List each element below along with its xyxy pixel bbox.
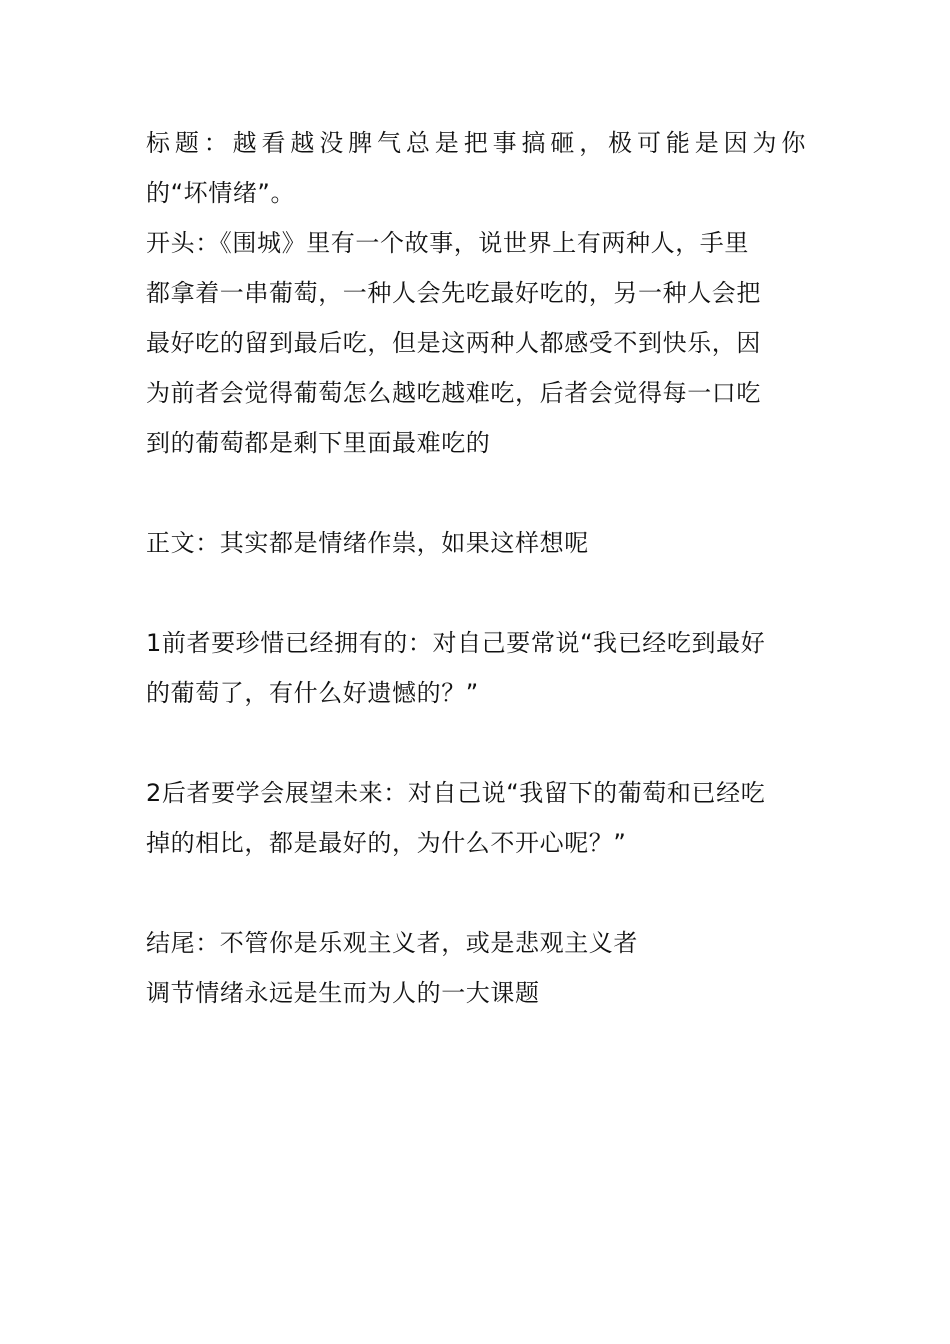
paragraph-gap: [146, 568, 806, 618]
point-2-line-1: 2后者要学会展望未来：对自己说“我留下的葡萄和已经吃: [146, 779, 766, 807]
point-2-line-2: 掉的相比，都是最好的，为什么不开心呢？”: [146, 829, 627, 857]
point-1-line-1: 1前者要珍惜已经拥有的：对自己要常说“我已经吃到最好: [146, 629, 766, 657]
opening-line-5: 到的葡萄都是剩下里面最难吃的: [146, 429, 491, 457]
paragraph-gap: [146, 868, 806, 918]
opening-line-3: 最好吃的留到最后吃，但是这两种人都感受不到快乐，因: [146, 329, 761, 357]
document-body: [146, 118, 806, 1018]
opening-line-2: 都拿着一串葡萄，一种人会先吃最好吃的，另一种人会把: [146, 279, 761, 307]
point-1-line-2: 的葡萄了，有什么好遗憾的？”: [146, 679, 479, 707]
ending-line-1: 结尾：不管你是乐观主义者，或是悲观主义者: [146, 929, 638, 957]
paragraph-gap: [146, 718, 806, 768]
body-intro-line: 正文：其实都是情绪作祟，如果这样想呢: [146, 529, 589, 557]
opening-line-4: 为前者会觉得葡萄怎么越吃越难吃，后者会觉得每一口吃: [146, 379, 761, 407]
opening-line-1: 开头：《围城》里有一个故事，说世界上有两种人，手里: [146, 229, 749, 257]
title-line-2: 的“坏情绪”。: [146, 179, 296, 207]
paragraph-gap: [146, 468, 806, 518]
title-line-1: 标题：越看越没脾气总是把事搞砸，极可能是因为你: [146, 129, 806, 157]
ending-line-2: 调节情绪永远是生而为人的一大课题: [146, 979, 540, 1007]
